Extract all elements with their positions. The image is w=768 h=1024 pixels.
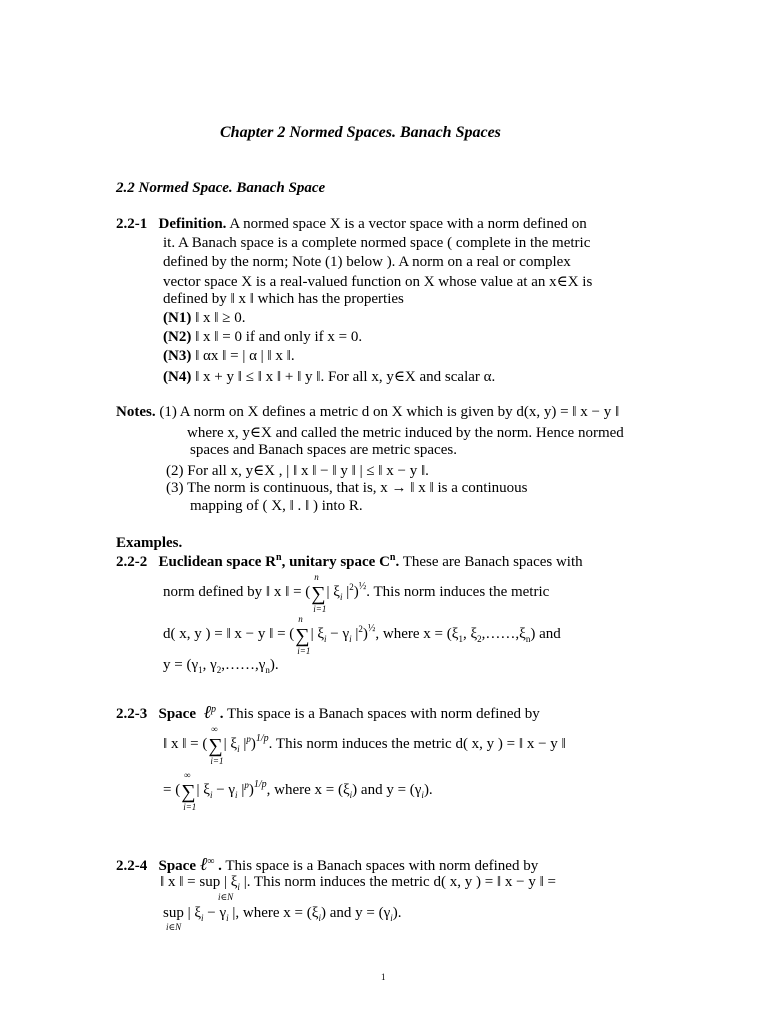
definition-text: A normed space X is a vector space with a norm defined on [226,216,587,232]
definition-line-5: defined by ǁ x ǁ which has the properties [163,291,404,307]
formula-text: ) and y = (γ [320,905,391,921]
definition-line-3: defined by the norm; Note (1) below ). A norm on a real or complex [163,254,571,270]
notes-line-2: where x, y∈X and called the metric induced by the norm. Hence normed [187,425,624,441]
definition-line-2: it. A Banach space is a complete normed space ( complete in the metric [163,235,591,251]
formula-text: | ξ [310,626,325,642]
formula-exponent: ½ [358,581,367,592]
sum-upper-limit: ∞ [184,770,191,780]
notes-head: Notes. [116,404,156,420]
formula-subscript: i [237,744,240,754]
formula-subscript: i [318,913,321,923]
property-n4-text: ǁ x + y ǁ ≤ ǁ x ǁ + ǁ y ǁ. For all x, y∈X and scalar α. [191,369,496,385]
property-n3-text: ǁ αx ǁ = | α | ǁ x ǁ. [191,348,295,364]
example-2-head [159,554,400,570]
formula-text: sup | ξ [163,905,202,921]
property-n1-label: (N1) [163,310,192,326]
chapter-title: Chapter 2 Normed Spaces. Banach Spaces [220,124,501,141]
sum-upper-limit: ∞ [211,724,218,734]
property-n3-label: (N3) [163,348,192,364]
formula-exponent: 1/p [253,779,267,790]
example-4-head: Space [158,858,196,874]
formula-text: ǁ x ǁ = ( [163,736,208,752]
example-2-text: These are Banach spaces with [399,554,583,570]
formula-text: | [351,626,359,642]
property-n2 [163,329,362,346]
summation-symbol: ∑ n i=1 [311,572,327,614]
definition-head: Definition. [158,216,227,232]
example-4-line-1 [116,854,538,875]
notes-line-6: mapping of ( X, ǁ . ǁ ) into R. [190,498,363,514]
formula-text: |, where x = (ξ [228,905,319,921]
property-n2-text: ǁ x ǁ = 0 if and only if x = 0. [191,329,363,345]
notes-line-3: spaces and Banach spaces are metric spaces. [190,442,457,458]
formula-superscript: p [246,734,251,744]
page-number: 1 [381,972,386,982]
formula-text: ,……,ξ [481,626,526,642]
example-3-head-dot: . [216,706,224,722]
formula-text: ) and y = (γ [352,782,422,798]
examples-head-text: Examples. [116,535,183,551]
summation-symbol: ∑ ∞ i=1 [181,770,197,812]
notes-line-5: (3) The norm is continuous, that is, x → ǁ x ǁ is a continuous [166,480,528,496]
sum-upper-limit: n [298,614,303,624]
sum-lower-limit: i=1 [313,604,327,614]
sup-subscript: i∈N [166,922,182,932]
example-3-norm-formula [163,724,566,766]
definition-number: 2.2-1 [116,216,148,232]
formula-subscript: i [421,790,424,800]
sum-upper-limit: n [314,572,319,582]
example-4-number: 2.2-4 [116,858,148,874]
summation-symbol: ∑ ∞ i=1 [208,724,224,766]
example-2-number: 2.2-2 [116,554,148,570]
formula-text: ). [392,905,402,921]
formula-subscript: n [525,634,531,644]
example-2-y-def [163,657,279,675]
formula-subscript: i [201,913,204,923]
formula-text: − γ [203,905,227,921]
formula-text: | [237,782,245,798]
formula-subscript: i [226,913,229,923]
ell-symbol: ℓ [203,702,211,722]
formula-text: ) [362,626,368,642]
property-n3 [163,348,295,365]
property-n4-label: (N4) [163,369,192,385]
ell-symbol: ℓ [199,854,208,874]
formula-text: ) [248,782,254,798]
sum-lower-limit: i=1 [183,802,197,812]
formula-text: . This norm induces the metric d( x, y ) = ǁ x − y ǁ [268,736,566,752]
example-2-line-1 [116,552,583,571]
formula-text: ) and [530,626,561,642]
formula-subscript: 2 [216,665,222,675]
formula-text: ) [353,584,359,600]
ell-superscript: ∞ [207,856,215,867]
example-2-metric-formula [163,614,561,656]
formula-subscript: i [349,634,352,644]
formula-text: norm defined by ǁ x ǁ = ( [163,584,311,600]
example-2-head-c: . [395,554,400,570]
sum-lower-limit: i=1 [210,756,224,766]
formula-superscript: 2 [358,624,363,634]
formula-text: − γ [326,626,350,642]
formula-subscript: i [324,634,327,644]
sum-lower-limit: i=1 [297,646,311,656]
formula-subscript: 1 [198,665,203,675]
example-4-metric-formula [163,905,401,923]
formula-subscript: i [209,790,213,800]
formula-text: , ξ [462,626,478,642]
formula-text: d( x, y ) = ǁ x − y ǁ = ( [163,626,295,642]
formula-text: − γ [212,782,236,798]
notes-text: (1) A norm on X defines a metric d on X which is given by d(x, y) = ǁ x − y ǁ [155,404,620,420]
formula-subscript: i [349,790,353,800]
formula-subscript: 1 [458,634,463,644]
formula-text: |. This norm induces the metric d( x, y ) = ǁ x − y ǁ = [239,874,556,890]
example-4-text: This space is a Banach spaces with norm defined by [221,858,539,874]
example-2-head-sup2: n [389,552,396,563]
formula-text: ,……,γ [221,657,266,673]
formula-subscript: i [340,592,343,602]
example-3-text: This space is a Banach spaces with norm defined by [223,706,540,722]
notes-line-1 [116,404,619,421]
formula-subscript: i [237,882,240,892]
formula-subscript: i [235,790,238,800]
example-3-line-1 [116,702,540,723]
example-3-head: Space [158,706,196,722]
sup-subscript: i∈N [218,892,234,902]
formula-text: , where x = (ξ [375,626,459,642]
example-3-metric-formula [163,770,433,812]
example-2-head-a: Euclidean space R [158,554,277,570]
example-2-norm-formula [163,572,550,614]
formula-text: | [342,584,350,600]
formula-exponent: ½ [367,623,376,634]
notes-line-4: (2) For all x, y∈X , | ǁ x ǁ − ǁ y ǁ | ≤ ǁ x − y ǁ. [166,463,429,479]
property-n1 [163,310,245,327]
examples-head [116,535,182,552]
ell-superscript: p [211,704,216,715]
formula-text: , where x = (ξ [266,782,350,798]
formula-subscript: i [390,913,393,923]
example-2-head-sup1: n [276,552,282,563]
formula-text: ). [423,782,433,798]
formula-text: . This norm induces the metric [366,584,550,600]
formula-text: | [239,736,247,752]
formula-text: | ξ [326,584,340,600]
formula-text: , γ [202,657,217,673]
formula-text: | ξ [223,736,238,752]
property-n1-text: ǁ x ǁ ≥ 0. [191,310,246,326]
formula-text: ). [269,657,279,673]
property-n4 [163,367,495,386]
formula-subscript: 2 [477,634,482,644]
formula-text: | ξ [196,782,210,798]
formula-subscript: n [265,665,270,675]
property-n2-label: (N2) [163,329,192,345]
section-title: 2.2 Normed Space. Banach Space [116,180,326,196]
example-4-head-dot: . [214,858,222,874]
formula-text: ) [250,736,256,752]
formula-text: y = (γ [163,657,199,673]
summation-symbol: ∑ n i=1 [295,614,311,656]
formula-superscript: p [244,780,249,790]
example-2-head-b: , unitary space C [281,554,390,570]
definition-line-4: vector space X is a real-valued function on X whose value at an x∈X is [163,274,593,290]
example-3-number: 2.2-3 [116,706,148,722]
formula-exponent: 1/p [255,733,269,744]
formula-superscript: 2 [349,582,354,592]
formula-text: ǁ x ǁ = sup | ξ [160,874,238,890]
formula-text: = ( [163,782,181,798]
definition-line-1 [116,216,587,233]
example-4-norm-formula [160,874,556,892]
